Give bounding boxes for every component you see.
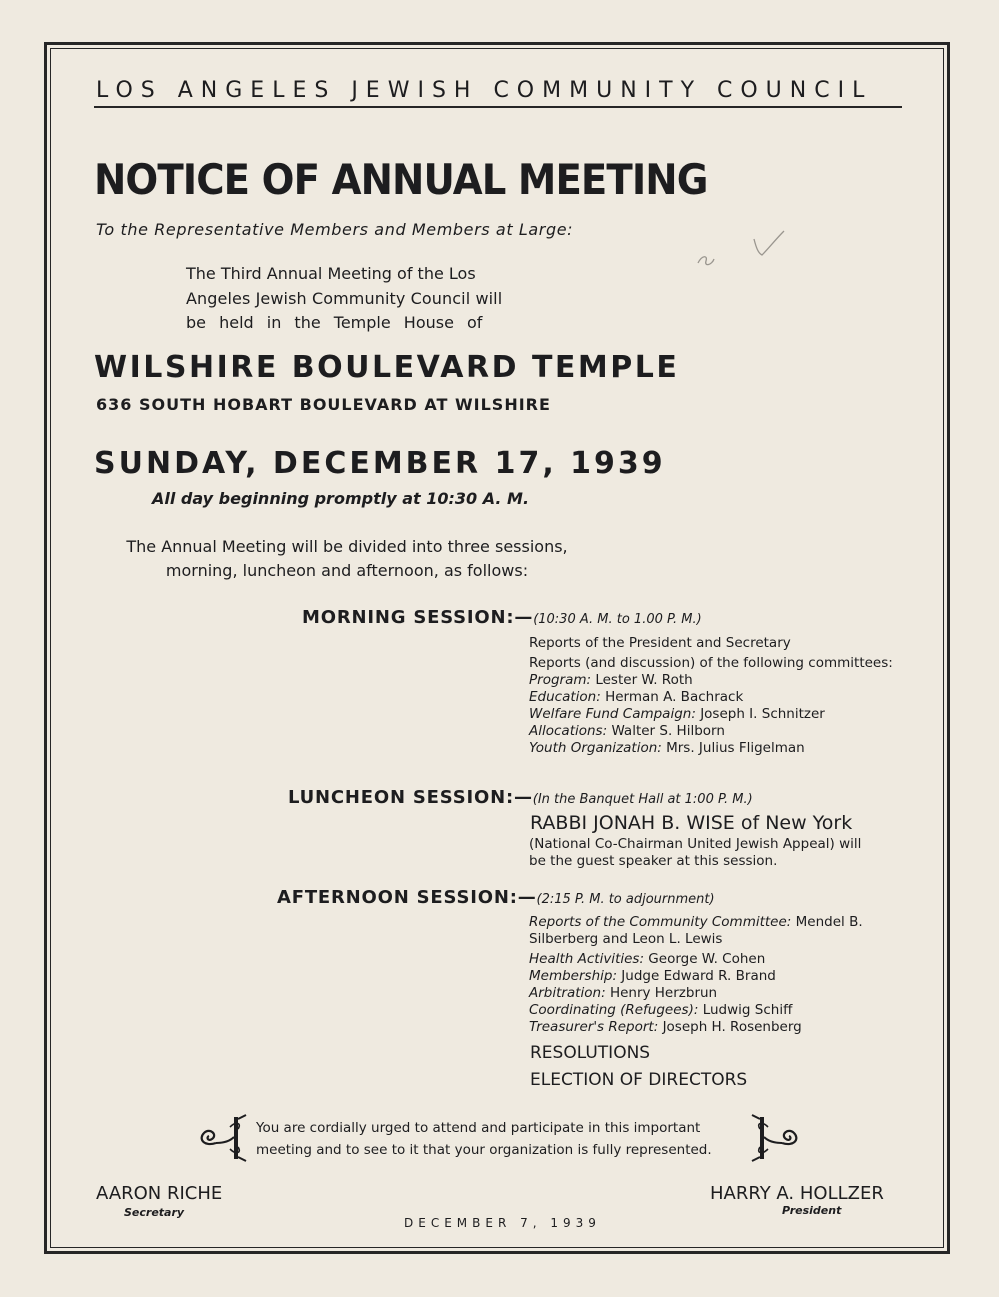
committee-item: Allocations: Walter S. Hilborn	[529, 723, 725, 739]
closing-line: You are cordially urged to attend and participate in this important	[256, 1120, 701, 1136]
scroll-ornament-icon	[748, 1113, 804, 1163]
luncheon-session-label: LUNCHEON SESSION:—	[288, 787, 533, 808]
guest-note-line: be the guest speaker at this session.	[529, 853, 778, 869]
morning-session-heading	[302, 607, 702, 628]
intro-paragraph	[186, 262, 526, 336]
committee-item: Reports of the Community Committee: Mendel B.	[529, 914, 863, 930]
committee-item: Membership: Judge Edward R. Brand	[529, 968, 776, 984]
morning-session-items	[529, 635, 893, 757]
afternoon-session-items	[529, 914, 863, 1036]
notice-title: NOTICE OF ANNUAL MEETING	[94, 155, 708, 204]
committee-item: Youth Organization: Mrs. Julius Fligelman	[529, 740, 805, 756]
resolutions-item: RESOLUTIONS	[530, 1043, 651, 1063]
president-title: President	[782, 1204, 842, 1217]
committee-item: Education: Herman A. Bachrack	[529, 689, 744, 705]
afternoon-session-label: AFTERNOON SESSION:—	[277, 887, 537, 908]
organization-header: LOS ANGELES JEWISH COMMUNITY COUNCIL	[96, 78, 873, 103]
issued-date: DECEMBER 7, 1939	[404, 1216, 601, 1230]
guest-speaker-note	[529, 836, 861, 870]
scroll-ornament-icon	[194, 1113, 250, 1163]
sessions-intro-line: The Annual Meeting will be divided into three sessions,	[126, 537, 568, 556]
meeting-date: SUNDAY, DECEMBER 17, 1939	[94, 446, 666, 481]
committee-item: Program: Lester W. Roth	[529, 672, 693, 688]
sessions-intro	[122, 535, 572, 583]
secretary-name: AARON RICHE	[96, 1183, 223, 1204]
luncheon-session-heading	[288, 787, 753, 808]
committee-item-continued: Silberberg and Leon L. Lewis	[529, 931, 723, 947]
luncheon-session-time: (In the Banquet Hall at 1:00 P. M.)	[532, 792, 753, 807]
committee-item: Arbitration: Henry Herzbrun	[529, 985, 718, 1001]
morning-line: Reports of the President and Secretary	[529, 635, 791, 651]
afternoon-session-time: (2:15 P. M. to adjournment)	[536, 892, 715, 907]
afternoon-session-heading	[277, 887, 715, 908]
secretary-title: Secretary	[124, 1206, 185, 1219]
closing-line: meeting and to see to it that your organization is fully represented.	[256, 1142, 712, 1158]
committee-item: Treasurer's Report: Joseph H. Rosenberg	[529, 1019, 802, 1035]
intro-line: The Third Annual Meeting of the Los	[186, 264, 476, 283]
intro-line: be held in the Temple House of	[186, 313, 483, 332]
meeting-time: All day beginning promptly at 10:30 A. M.	[152, 489, 530, 508]
guest-note-line: (National Co-Chairman United Jewish Appeal) will	[529, 836, 862, 852]
venue-address: 636 SOUTH HOBART BOULEVARD AT WILSHIRE	[96, 395, 551, 414]
committee-item: Health Activities: George W. Cohen	[529, 951, 766, 967]
pencil-mark-icon	[692, 225, 787, 275]
committee-item: Welfare Fund Campaign: Joseph I. Schnitzer	[529, 706, 825, 722]
morning-line: Reports (and discussion) of the following committees:	[529, 655, 893, 671]
committee-item: Coordinating (Refugees): Ludwig Schiff	[529, 1002, 793, 1018]
venue-name: WILSHIRE BOULEVARD TEMPLE	[94, 350, 680, 385]
morning-session-time: (10:30 A. M. to 1.00 P. M.)	[533, 612, 702, 627]
addressee: To the Representative Members and Members at Large:	[96, 220, 574, 239]
election-item: ELECTION OF DIRECTORS	[530, 1070, 748, 1090]
header-rule	[94, 106, 902, 108]
sessions-intro-line: morning, luncheon and afternoon, as follows:	[165, 561, 529, 580]
intro-line: Angeles Jewish Community Council will	[186, 288, 503, 308]
closing-urge	[256, 1117, 712, 1161]
president-name: HARRY A. HOLLZER	[710, 1183, 884, 1204]
morning-session-label: MORNING SESSION:—	[302, 607, 534, 628]
guest-speaker: RABBI JONAH B. WISE of New York	[530, 812, 853, 834]
